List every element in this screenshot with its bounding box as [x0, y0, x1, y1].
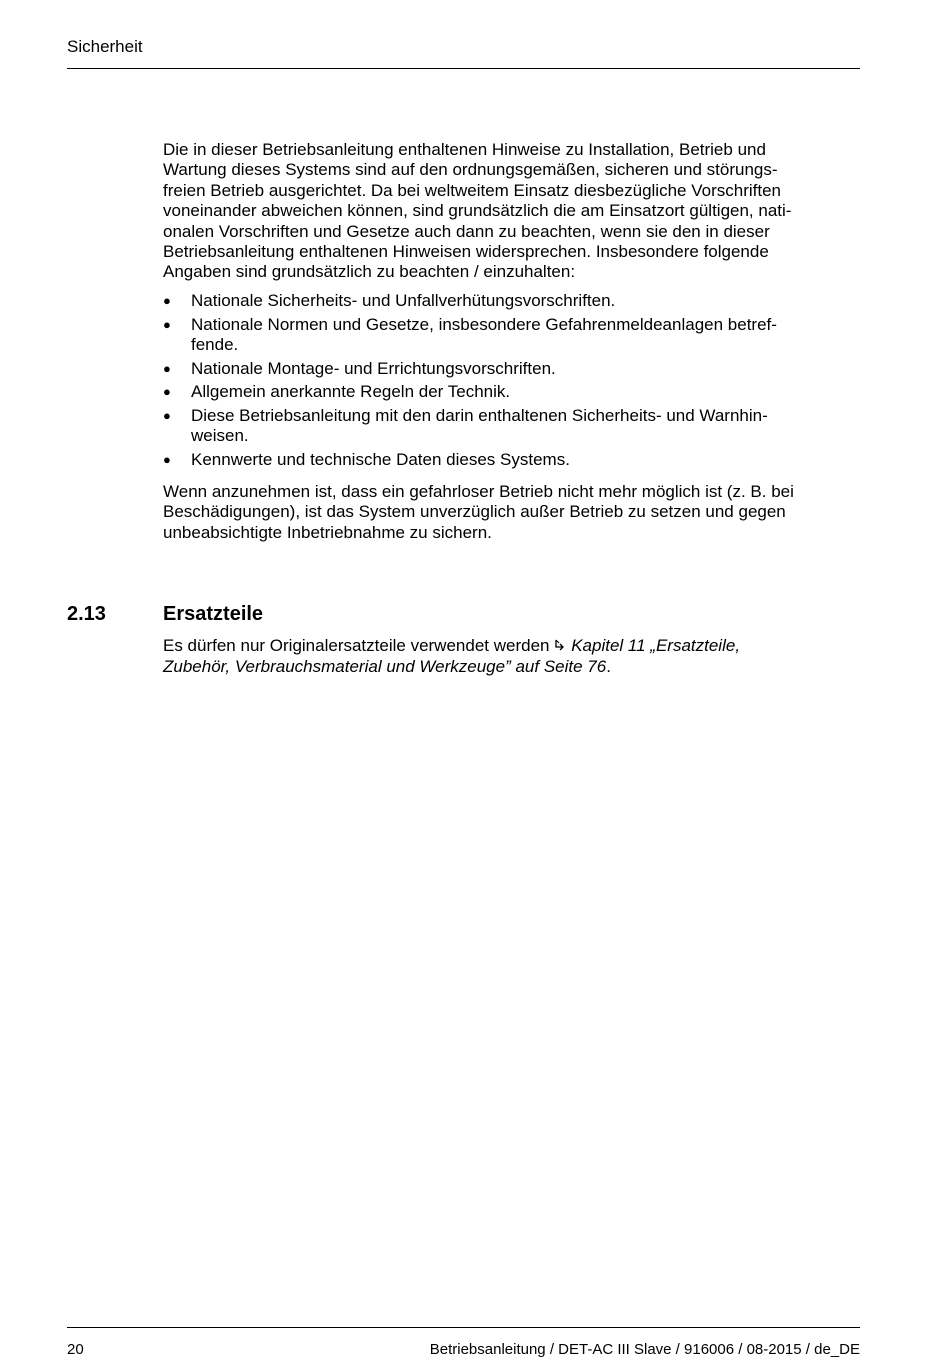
intro-line: freien Betrieb ausgerichtet. Da bei weltweitem Einsatz diesbezügliche Vorschriften: [163, 180, 781, 200]
list-item: [163, 382, 860, 402]
list-item-text: Diese Betriebsanleitung mit den darin enthaltenen Sicherheits- und Warnhin-: [191, 405, 768, 425]
list-item: [163, 359, 860, 379]
intro-line: Angaben sind grundsätzlich zu beachten / einzuhalten:: [163, 262, 576, 282]
bullet-icon: ●: [163, 293, 171, 308]
list-item-text: weisen.: [191, 426, 249, 446]
section-paragraph: [163, 636, 860, 678]
section-title: Ersatzteile: [163, 603, 264, 625]
section-text: Es dürfen nur Originalersatzteile verwendet werden: [163, 636, 550, 655]
running-header-title: Sicherheit: [67, 37, 143, 56]
list-item-text: Nationale Montage- und Errichtungsvorschriften.: [191, 358, 556, 378]
list-item: [163, 450, 860, 470]
intro-line: voneinander abweichen können, sind grundsätzlich die am Einsatzort gültigen, nati-: [163, 201, 792, 221]
intro-paragraph: [163, 140, 860, 283]
list-item-text: fende.: [191, 335, 239, 354]
xref-text: Zubehör, Verbrauchsmaterial und Werkzeuge” auf Seite 76: [163, 657, 607, 677]
section-text-end: .: [606, 657, 611, 677]
list-item-text: Allgemein anerkannte Regeln der Technik.: [191, 382, 511, 402]
outro-paragraph: [163, 482, 860, 543]
bullet-icon: ●: [163, 316, 171, 332]
footer-rule: [67, 1327, 860, 1328]
list-item-text: Nationale Sicherheits- und Unfallverhütungsvorschriften.: [191, 291, 616, 310]
document-reference: Betriebsanleitung / DET-AC III Slave / 916006 / 08-2015 / de_DE: [429, 1341, 860, 1358]
intro-line: Betriebsanleitung enthaltenen Hinweisen widersprechen. Insbesondere folgende: [163, 242, 769, 262]
intro-line: Die in dieser Betriebsanleitung enthaltenen Hinweise zu Installation, Betrieb und: [163, 140, 766, 159]
header-rule: [67, 68, 860, 69]
list-item: [163, 291, 860, 311]
arrow-reference-icon: [554, 637, 567, 657]
bullet-icon: ●: [163, 360, 171, 376]
list-item-text: Nationale Normen und Gesetze, insbesondere Gefahrenmeldeanlagen betref-: [191, 314, 777, 334]
intro-line: Wartung dieses Systems sind auf den ordnungsgemäßen, sicheren und störungs-: [163, 160, 778, 180]
intro-line: onalen Vorschriften und Gesetze auch dann zu beachten, wenn sie den in dieser: [163, 221, 770, 241]
bullet-icon: ●: [163, 384, 171, 400]
outro-line: unbeabsichtigte Inbetriebnahme zu sichern.: [163, 522, 492, 542]
xref-text: Kapitel 11 „Ersatzteile,: [571, 636, 741, 655]
list-item: [163, 315, 860, 356]
bullet-icon: ●: [163, 407, 171, 423]
list-item: [163, 406, 860, 447]
outro-line: Beschädigungen), ist das System unverzüglich außer Betrieb zu setzen und gegen: [163, 502, 786, 522]
list-item-text: Kennwerte und technische Daten dieses Systems.: [191, 449, 570, 469]
outro-line: Wenn anzunehmen ist, dass ein gefahrloser Betrieb nicht mehr möglich ist (z. B. bei: [163, 482, 794, 501]
page-number: 20: [67, 1341, 84, 1358]
regulation-list: [163, 291, 860, 473]
section-number: 2.13: [67, 603, 106, 625]
bullet-icon: ●: [163, 451, 171, 467]
